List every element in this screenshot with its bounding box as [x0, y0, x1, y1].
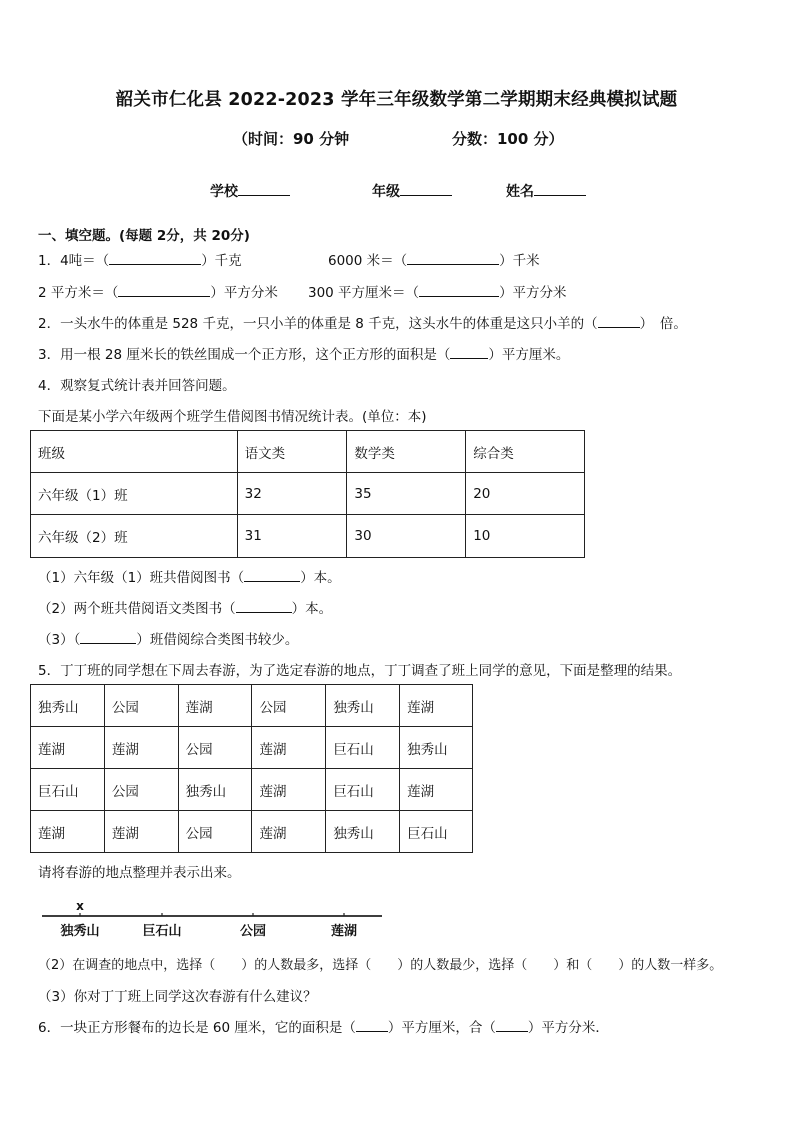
table-row [31, 515, 585, 558]
section-heading: 一、填空题。(每题 2分，共 20分) [38, 228, 250, 244]
question-4: 4．观察复式统计表并回答问题。 [38, 378, 236, 394]
table-row [31, 811, 473, 853]
q1a-second-part [328, 249, 540, 269]
name-underline [534, 181, 586, 196]
q6-text-2: ）平方厘米，合（ [387, 1020, 496, 1036]
table-header-cell: 语文类 [237, 431, 347, 473]
q3-text-2: ）平方厘米。 [488, 347, 570, 363]
q1b-text-2: ）平方分米 [210, 285, 278, 301]
exam-title: 韶关市仁化县 2022-2023 学年三年级数学第二学期期末经典模拟试题 [115, 90, 678, 110]
table-cell: 32 [237, 473, 347, 515]
question-3 [38, 343, 569, 363]
answer-blank[interactable] [236, 599, 292, 613]
table-header-cell: 数学类 [347, 431, 466, 473]
q1b-text-3: 300 平方厘米＝（ [308, 285, 420, 301]
exam-time: （时间：90 分钟 [233, 130, 350, 148]
chart-label: 巨石山 [142, 924, 182, 939]
q1b-text-1: 2 平方米＝（ [38, 285, 119, 301]
table-cell: 巨石山 [326, 769, 400, 811]
question-5-sub-3: （3）你对丁丁班上同学这次春游有什么建议？ [38, 989, 317, 1005]
question-5: 5．丁丁班的同学想在下周去春游，为了选定春游的地点，丁丁调查了班上同学的意见，下面是整理的结果。 [38, 663, 682, 679]
school-field[interactable] [210, 181, 290, 201]
table-cell: 莲湖 [252, 811, 326, 853]
table-cell: 10 [466, 515, 585, 558]
q1a-text-2: ）千克 [201, 253, 242, 269]
table-cell: 巨石山 [31, 769, 105, 811]
table-cell: 六年级（1）班 [31, 473, 238, 515]
table-cell: 巨石山 [326, 727, 400, 769]
q4s2-text-1: （2）两个班共借阅语文类图书（ [38, 601, 236, 617]
answer-blank[interactable] [496, 1018, 528, 1032]
grade-label: 年级 [372, 184, 400, 200]
q4s3-text-2: ）班借阅综合类图书较少。 [136, 632, 299, 648]
question-4-sub-3 [38, 628, 298, 648]
table-row [31, 769, 473, 811]
name-field[interactable] [506, 181, 586, 201]
table-cell: 巨石山 [400, 811, 473, 853]
q4s1-text-2: ）本。 [300, 570, 341, 586]
q4s3-text-1: （3）（ [38, 632, 81, 648]
table-cell: 独秀山 [178, 769, 252, 811]
answer-blank[interactable] [80, 630, 136, 644]
table-cell: 独秀山 [326, 811, 400, 853]
table-cell: 独秀山 [400, 727, 473, 769]
table-cell: 31 [237, 515, 347, 558]
table-header-cell: 综合类 [466, 431, 585, 473]
table-cell: 20 [466, 473, 585, 515]
table-cell: 独秀山 [31, 685, 105, 727]
exam-time-score-row [0, 128, 793, 148]
q6-text-1: 6．一块正方形餐布的边长是 60 厘米，它的面积是（ [38, 1020, 356, 1036]
table-cell: 30 [347, 515, 466, 558]
answer-blank[interactable] [450, 345, 488, 359]
table-row [31, 685, 473, 727]
grade-field[interactable] [372, 181, 452, 201]
table-cell: 35 [347, 473, 466, 515]
q3-text-1: 3．用一根 28 厘米长的铁丝围成一个正方形，这个正方形的面积是（ [38, 347, 451, 363]
school-underline [238, 181, 290, 196]
table-cell: 莲湖 [400, 769, 473, 811]
q1b-second-part [308, 281, 567, 301]
question-4-sub-2 [38, 597, 332, 617]
exam-score: 分数：100 分） [452, 130, 564, 148]
table-cell: 六年级（2）班 [31, 515, 238, 558]
survey-table [30, 684, 473, 853]
chart-label: 公园 [239, 924, 267, 939]
table-cell: 公园 [178, 811, 252, 853]
question-4-caption: 下面是某小学六年级两个班学生借阅图书情况统计表。(单位：本) [38, 409, 427, 425]
table-cell: 公园 [104, 769, 178, 811]
chart-label: 莲湖 [330, 924, 358, 939]
table-cell: 独秀山 [326, 685, 400, 727]
table-cell: 莲湖 [104, 811, 178, 853]
survey-tally-chart [38, 896, 388, 942]
answer-blank[interactable] [598, 314, 640, 328]
tally-mark: x [76, 899, 84, 913]
table-header-cell: 班级 [31, 431, 238, 473]
school-label: 学校 [210, 184, 238, 200]
table-cell: 莲湖 [31, 727, 105, 769]
q4s1-text-1: （1）六年级（1）班共借阅图书（ [38, 570, 245, 586]
table-cell: 莲湖 [400, 685, 473, 727]
borrowing-table [30, 430, 585, 558]
answer-blank[interactable] [419, 283, 499, 297]
table-cell: 莲湖 [252, 769, 326, 811]
answer-blank[interactable] [356, 1018, 388, 1032]
answer-blank[interactable] [109, 251, 201, 265]
table-cell: 莲湖 [252, 727, 326, 769]
student-info-row [0, 181, 793, 201]
question-1b [38, 281, 567, 301]
q2-text-1: 2．一头水牛的体重是 528 千克，一只小羊的体重是 8 千克，这头水牛的体重是这只小羊的（ [38, 316, 598, 332]
table-row [31, 727, 473, 769]
name-label: 姓名 [506, 184, 534, 200]
question-6 [38, 1016, 609, 1036]
q1a-text-4: ）千米 [499, 253, 540, 269]
table-cell: 公园 [104, 685, 178, 727]
table-cell: 公园 [252, 685, 326, 727]
chart-label: 独秀山 [60, 924, 100, 939]
question-1a [38, 249, 540, 269]
answer-blank[interactable] [244, 568, 300, 582]
table-row [31, 473, 585, 515]
table-cell: 莲湖 [178, 685, 252, 727]
question-5-instruction: 请将春游的地点整理并表示出来。 [38, 865, 241, 881]
question-5-sub-2: （2）在调查的地点中，选择（ ）的人数最多，选择（ ）的人数最少，选择（ ）和（ ）的人数一样多。 [38, 958, 723, 973]
table-header-row [31, 431, 585, 473]
table-cell: 莲湖 [104, 727, 178, 769]
q4s2-text-2: ）本。 [291, 601, 333, 617]
q6-text-3: ）平方分米． [527, 1020, 609, 1036]
question-2 [38, 312, 687, 332]
answer-blank[interactable] [118, 283, 210, 297]
table-cell: 莲湖 [31, 811, 105, 853]
q1a-text-3: 6000 米＝（ [328, 253, 408, 269]
table-cell: 公园 [178, 727, 252, 769]
q2-text-2: ） 倍。 [639, 316, 687, 332]
q1b-text-4: ）平方分米 [499, 285, 567, 301]
answer-blank[interactable] [407, 251, 499, 265]
grade-underline [400, 181, 452, 196]
q1a-text-1: 1．4吨＝（ [38, 253, 110, 269]
question-4-sub-1 [38, 566, 341, 586]
